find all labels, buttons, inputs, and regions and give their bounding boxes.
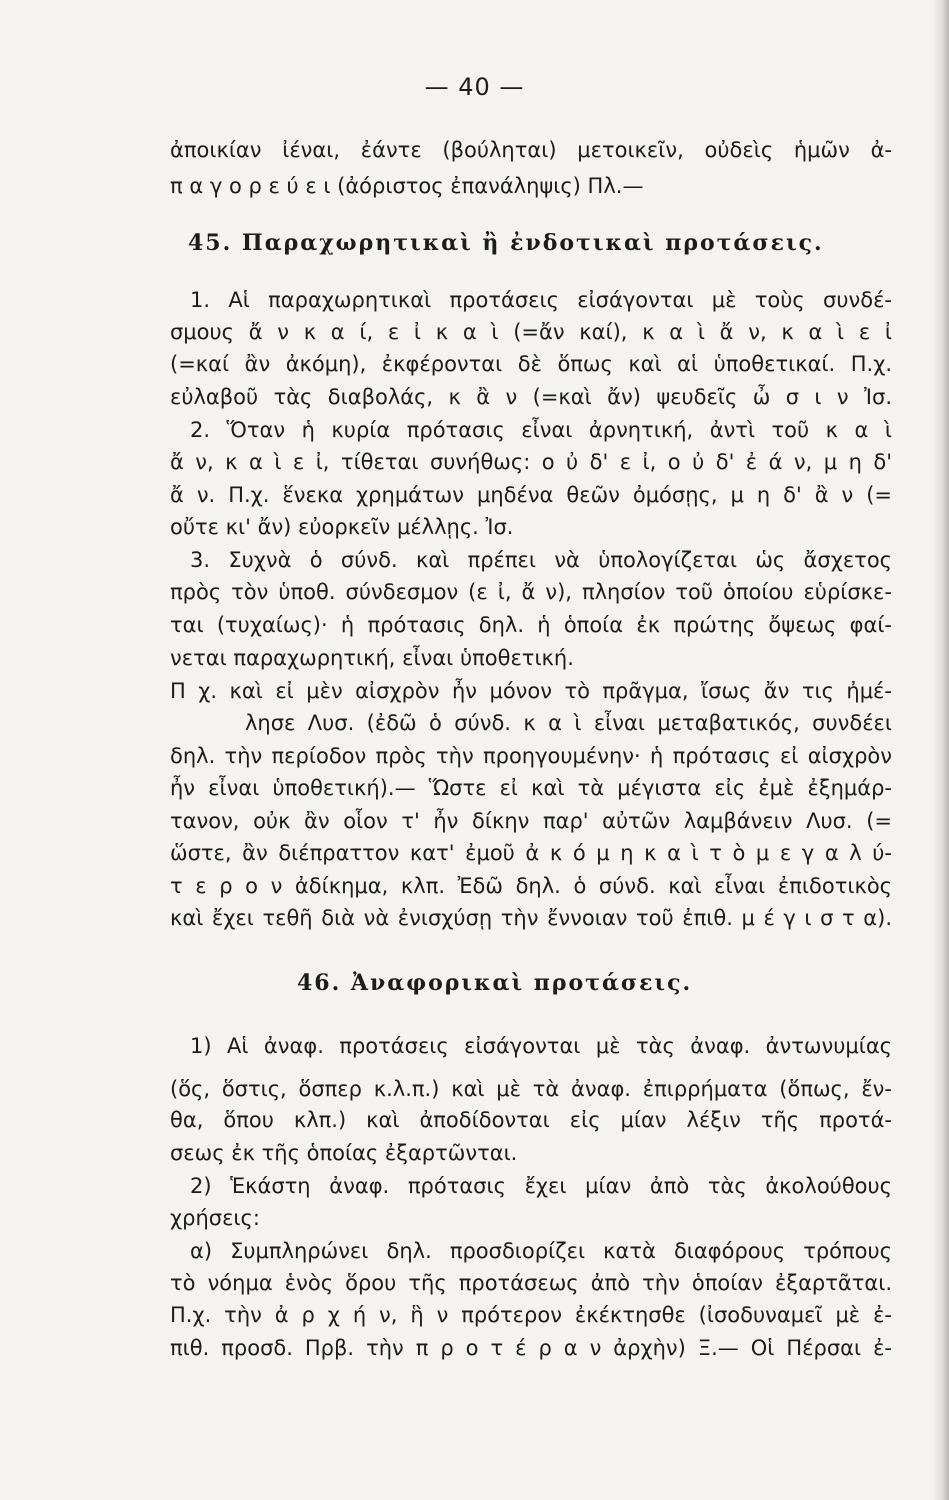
s45-line-5: 2. Ὅταν ἡ κυρία πρότασις εἶναι ἀρνητική, ἀντὶ τοῦ κ α ὶ [190, 418, 892, 442]
s45-line-2: σμους ἄ ν κ α ί, ε ἰ κ α ὶ (=ἄν καί), κ α ὶ ἄ ν, κ α ὶ ε ἰ [170, 320, 892, 344]
s45-line-13: Π χ. καὶ εἰ μὲν αἰσχρὸν ἦν μόνον τὸ πρᾶγμα, ἴσως ἄν τις ἠμέ- [170, 679, 892, 703]
s45-line-6: ἄ ν, κ α ὶ ε ἰ, τίθεται συνήθως: ο ὐ δ' ε ἰ, ο ὐ δ' ἐ ά ν, μ η δ' [170, 450, 892, 474]
s45-line-8: οὔτε κι' ἄν) εὐορκεῖν μέλλῃς. Ἰσ. [170, 515, 514, 539]
s46-line-4: σεως ἐκ τῆς ὁποίας ἐξαρτῶνται. [170, 1141, 518, 1165]
s46-line-6: χρήσεις: [170, 1206, 260, 1230]
intro-line-2: π α γ ο ρ ε ύ ε ι (ἀόριστος ἐπανάληψις) Πλ.— [170, 174, 644, 198]
s46-line-8: τὸ νόημα ἑνὸς ὅρου τῆς προτάσεως ἀπὸ τὴν ὁποίαν ἐξαρτᾶται. [170, 1271, 892, 1295]
page-edge-shadow [933, 0, 949, 1500]
s45-line-17: τανον, οὐκ ἂν οἷον τ' ἦν δίκην παρ' αὐτῶν λαμβάνειν Λυσ. (= [170, 809, 892, 833]
s45-line-9: 3. Συχνὰ ὁ σύνδ. καὶ πρέπει νὰ ὑπολογίζεται ὡς ἄσχετος [190, 548, 892, 572]
s45-line-1: 1. Αἱ παραχωρητικαὶ προτάσεις εἰσάγονται μὲ τοὺς συνδέ- [190, 288, 892, 312]
s46-line-1: 1) Αἱ ἀναφ. προτάσεις εἰσάγονται μὲ τὰς ἀναφ. ἀντωνυμίας [190, 1034, 892, 1058]
s45-line-11: ται (τυχαίως)· ἡ πρότασις δηλ. ἡ ὁποία ἐκ πρώτης ὄψεως φαί- [170, 613, 892, 637]
s45-line-15: δηλ. τὴν περίοδον πρὸς τὴν προηγουμένην· ἡ πρότασις εἰ αἰσχρὸν [170, 744, 892, 768]
s46-line-10: πιθ. προσδ. Πρβ. τὴν π ρ ο τ έ ρ α ν ἀρχὴν) Ξ.— Οἱ Πέρσαι ἐ- [170, 1336, 892, 1360]
page-number: — 40 — [424, 73, 525, 101]
s45-line-4: εὐλαβοῦ τὰς διαβολάς, κ ἂ ν (=καὶ ἄν) ψευδεῖς ὦ σ ι ν Ἰσ. [170, 385, 892, 409]
s46-line-7: α) Συμπληρώνει δηλ. προσδιορίζει κατὰ διαφόρους τρόπους [190, 1239, 892, 1263]
s45-line-3: (=καί ἂν ἀκόμη), ἐκφέρονται δὲ ὅπως καὶ αἱ ὑποθετικαί. Π.χ. [170, 352, 892, 376]
s45-line-20: καὶ ἔχει τεθῆ διὰ νὰ ἐνισχύσῃ τὴν ἔννοιαν τοῦ ἐπιθ. μ έ γ ι σ τ α). [170, 906, 892, 930]
s46-line-5: 2) Ἑκάστη ἀναφ. πρότασις ἔχει μίαν ἀπὸ τὰς ἀκολούθους [190, 1174, 892, 1198]
s46-line-9: Π.χ. τὴν ἀ ρ χ ή ν, ἣ ν πρότερον ἐκέκτησθε (ἰσοδυναμεῖ μὲ ἐ- [170, 1303, 892, 1327]
section-46-heading: 46. Ἀναφορικαὶ προτάσεις. [297, 970, 693, 996]
s45-line-7: ἄ ν. Π.χ. ἕνεκα χρημάτων μηδένα θεῶν ὀμόσῃς, μ η δ' ἂ ν (= [170, 483, 892, 507]
s45-line-18: ὥστε, ἂν διέπραττον κατ' ἐμοῦ ἀ κ ό μ η κ α ὶ τ ὸ μ ε γ α λ ύ- [170, 841, 892, 865]
s45-line-16: ἦν εἶναι ὑποθετική).— Ὥστε εἰ καὶ τὰ μέγιστα εἰς ἐμὲ ἐξημάρ- [170, 776, 892, 800]
s45-line-12: νεται παραχωρητική, εἶναι ὑποθετική. [170, 646, 574, 670]
s45-line-19: τ ε ρ ο ν ἀδίκημα, κλπ. Ἐδῶ δηλ. ὁ σύνδ. καὶ εἶναι ἐπιδοτικὸς [170, 874, 892, 898]
s46-line-2: (ὅς, ὅστις, ὅσπερ κ.λ.π.) καὶ μὲ τὰ ἀναφ. ἐπιρρήματα (ὅπως, ἔν- [170, 1077, 892, 1101]
section-45-heading: 45. Παραχωρητικαὶ ἢ ἐνδοτικαὶ προτάσεις. [188, 230, 824, 256]
s45-line-10: πρὸς τὸν ὑποθ. σύνδεσμον (ε ἰ, ἄ ν), πλησίον τοῦ ὁποίου εὑρίσκε- [170, 580, 892, 604]
intro-line-1: ἀποικίαν ἰέναι, ἐάντε (βούληται) μετοικεῖν, οὐδεὶς ἡμῶν ἀ- [170, 138, 892, 162]
s46-line-3: θα, ὅπου κλπ.) καὶ ἀποδίδονται εἰς μίαν λέξιν τῆς προτά- [170, 1108, 892, 1132]
s45-line-14: λησε Λυσ. (ἐδῶ ὁ σύνδ. κ α ὶ εἶναι μεταβατικός, συνδέει [245, 711, 892, 735]
